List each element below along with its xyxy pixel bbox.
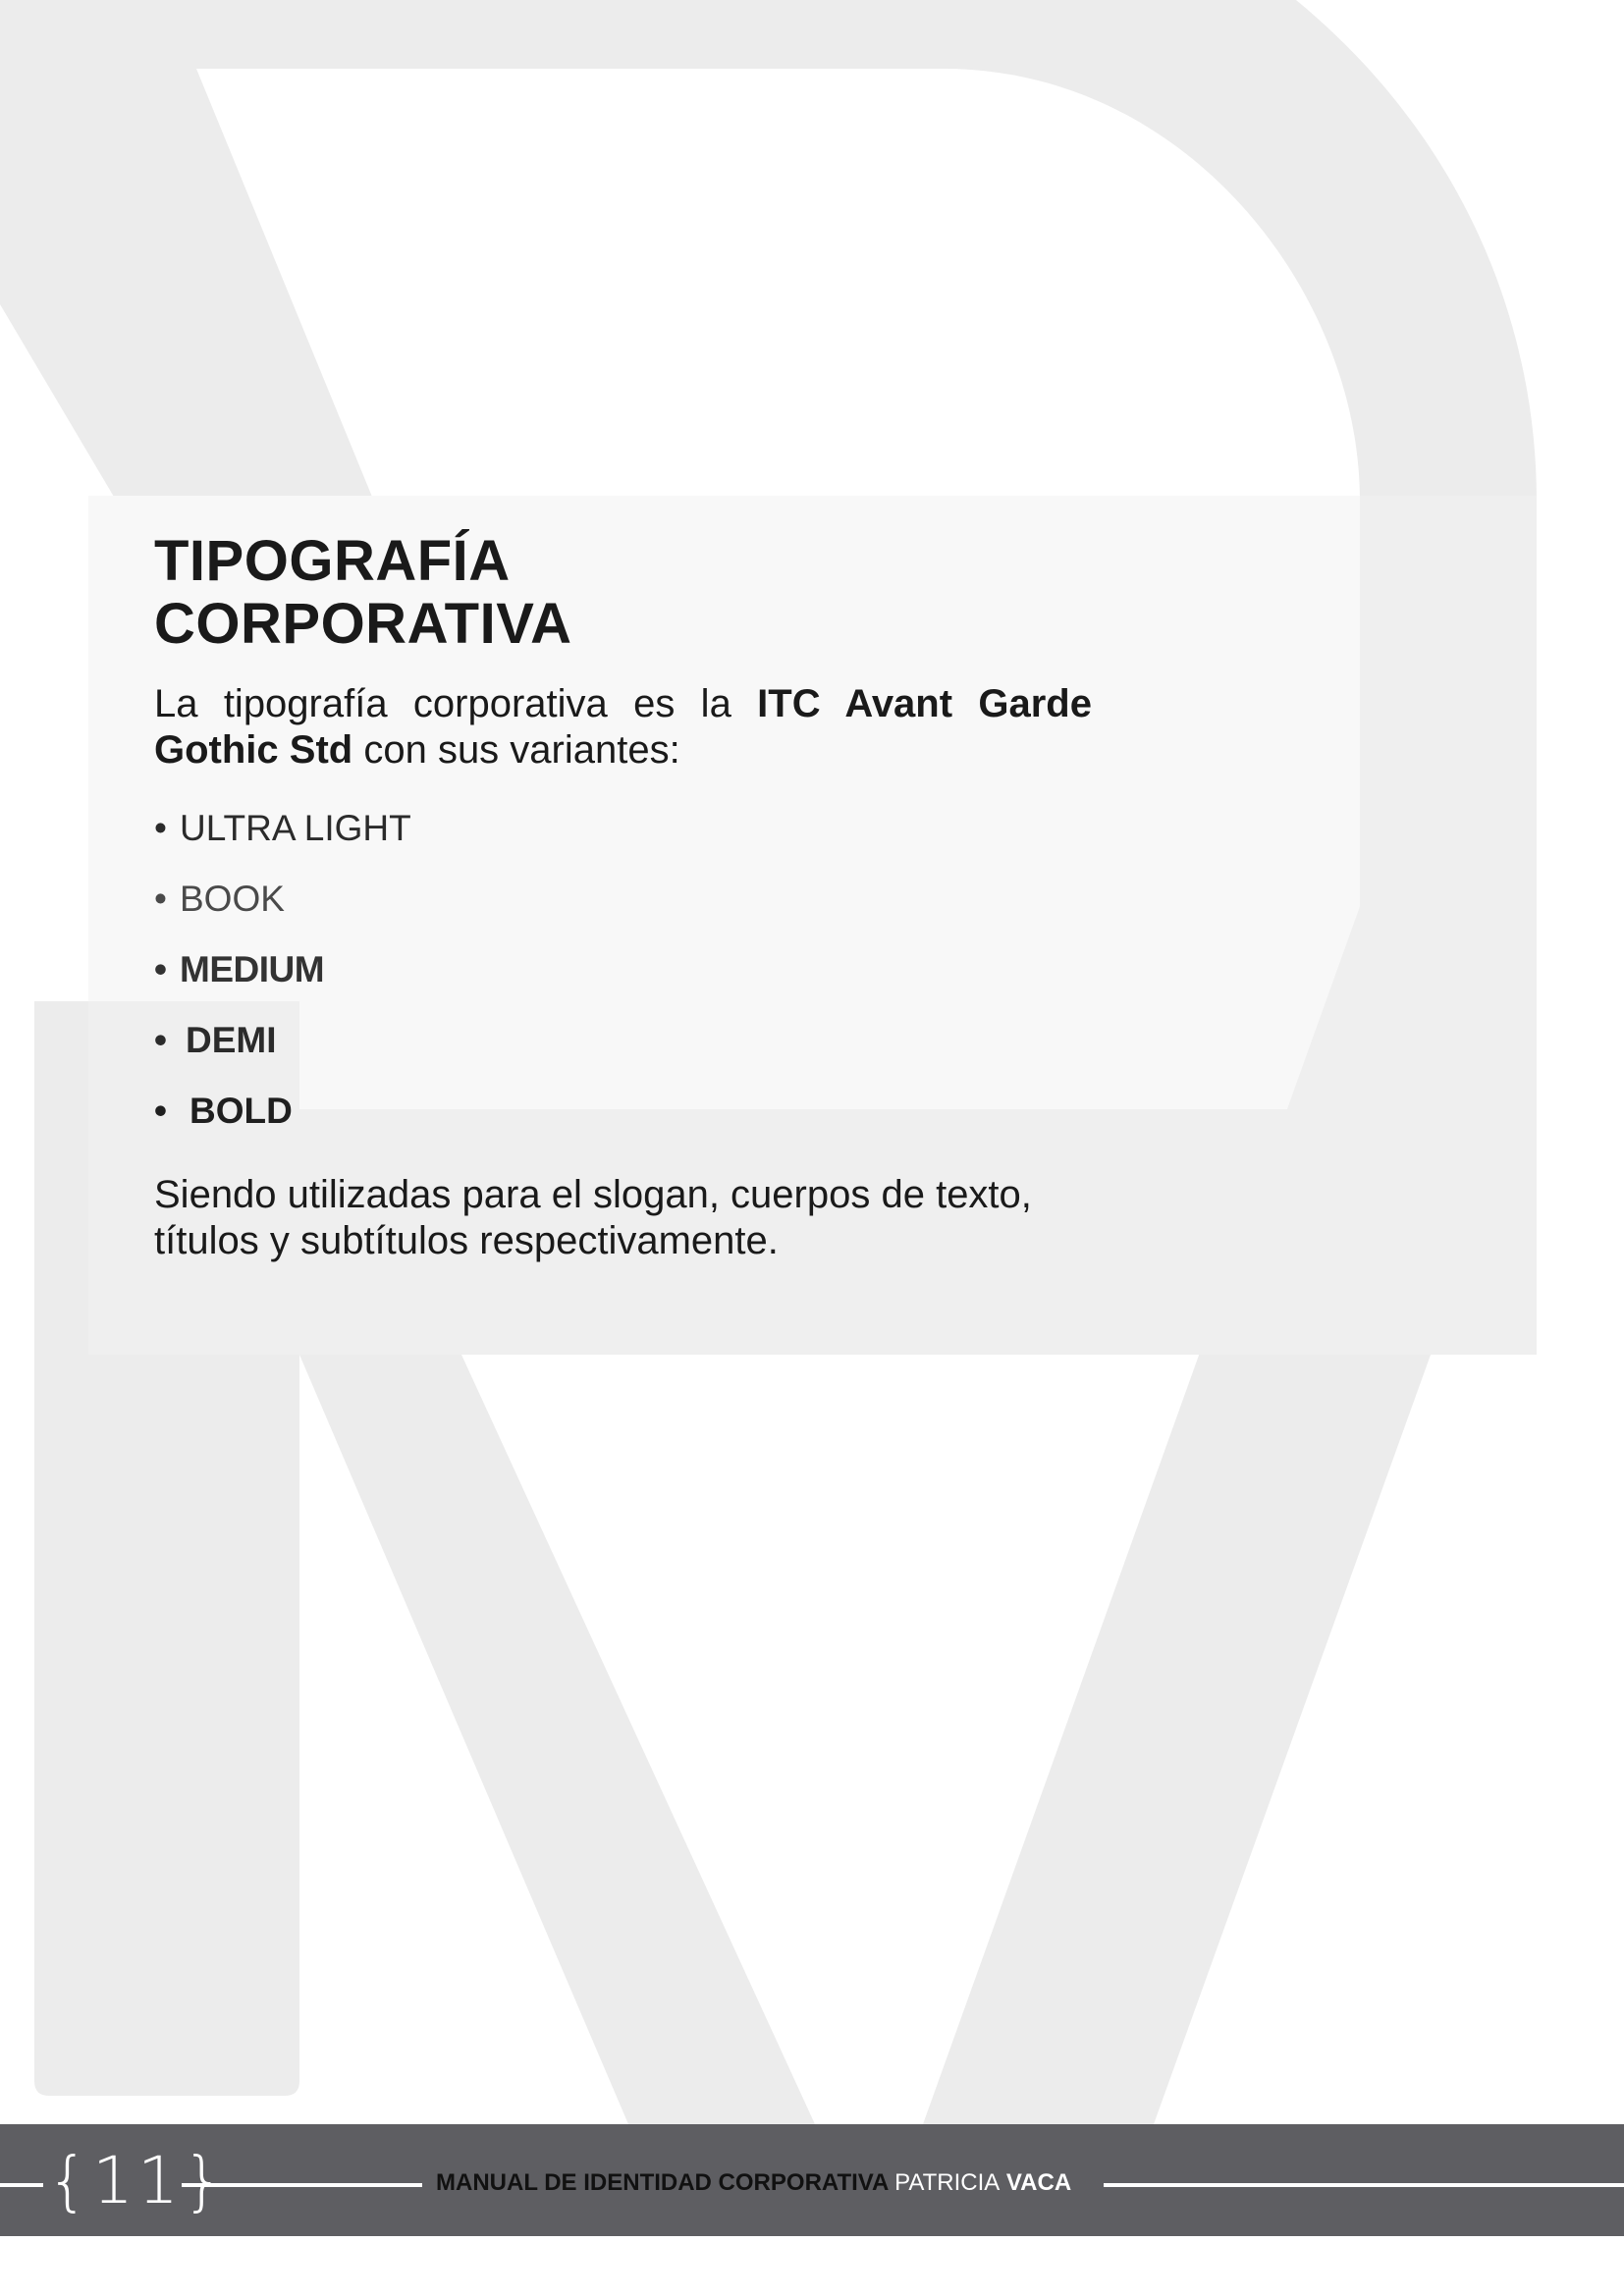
bullet-icon: • <box>154 808 167 848</box>
author-first-name: PATRICIA <box>894 2169 1001 2196</box>
intro-text-end: con sus variantes: <box>352 728 680 772</box>
closing-line-1: Siendo utilizadas para el slogan, cuerpos de texto, <box>154 1173 1032 1216</box>
font-name-part2: Gothic Std <box>154 728 353 772</box>
list-item <box>154 1076 1092 1147</box>
variant-label: BOLD <box>189 1091 293 1131</box>
page-title <box>154 530 1092 656</box>
bullet-icon: • <box>154 1091 167 1131</box>
intro-text: La tipografía corporativa es la <box>154 682 758 725</box>
footer-line-edge <box>0 2183 43 2187</box>
bullet-icon: • <box>154 879 167 919</box>
page-number: {11} <box>47 2143 228 2218</box>
closing-line-2: títulos y subtítulos respectivamente. <box>154 1219 779 1262</box>
author-last-name: VACA <box>1005 2169 1072 2196</box>
title-line-1: TIPOGRAFÍA <box>154 529 511 593</box>
variant-label: DEMI <box>186 1020 277 1060</box>
list-item <box>154 793 1092 864</box>
font-name-part1: ITC Avant Garde <box>757 682 1092 725</box>
intro-paragraph <box>154 681 1092 774</box>
variant-label: BOOK <box>180 879 285 919</box>
closing-paragraph <box>154 1172 1092 1264</box>
footer-line-right <box>1104 2183 1624 2187</box>
manual-label: MANUAL DE IDENTIDAD CORPORATIVA <box>436 2169 889 2196</box>
list-item <box>154 1005 1092 1076</box>
bullet-icon: • <box>154 949 167 989</box>
title-line-2: CORPORATIVA <box>154 592 572 656</box>
document-body <box>154 530 1092 1264</box>
list-item <box>154 934 1092 1005</box>
list-item <box>154 864 1092 934</box>
variant-label: MEDIUM <box>180 949 325 989</box>
font-variants-list <box>154 793 1092 1147</box>
bullet-icon: • <box>154 1020 167 1060</box>
variant-label: ULTRA LIGHT <box>180 808 411 848</box>
footer-manual-title <box>436 2165 1071 2201</box>
